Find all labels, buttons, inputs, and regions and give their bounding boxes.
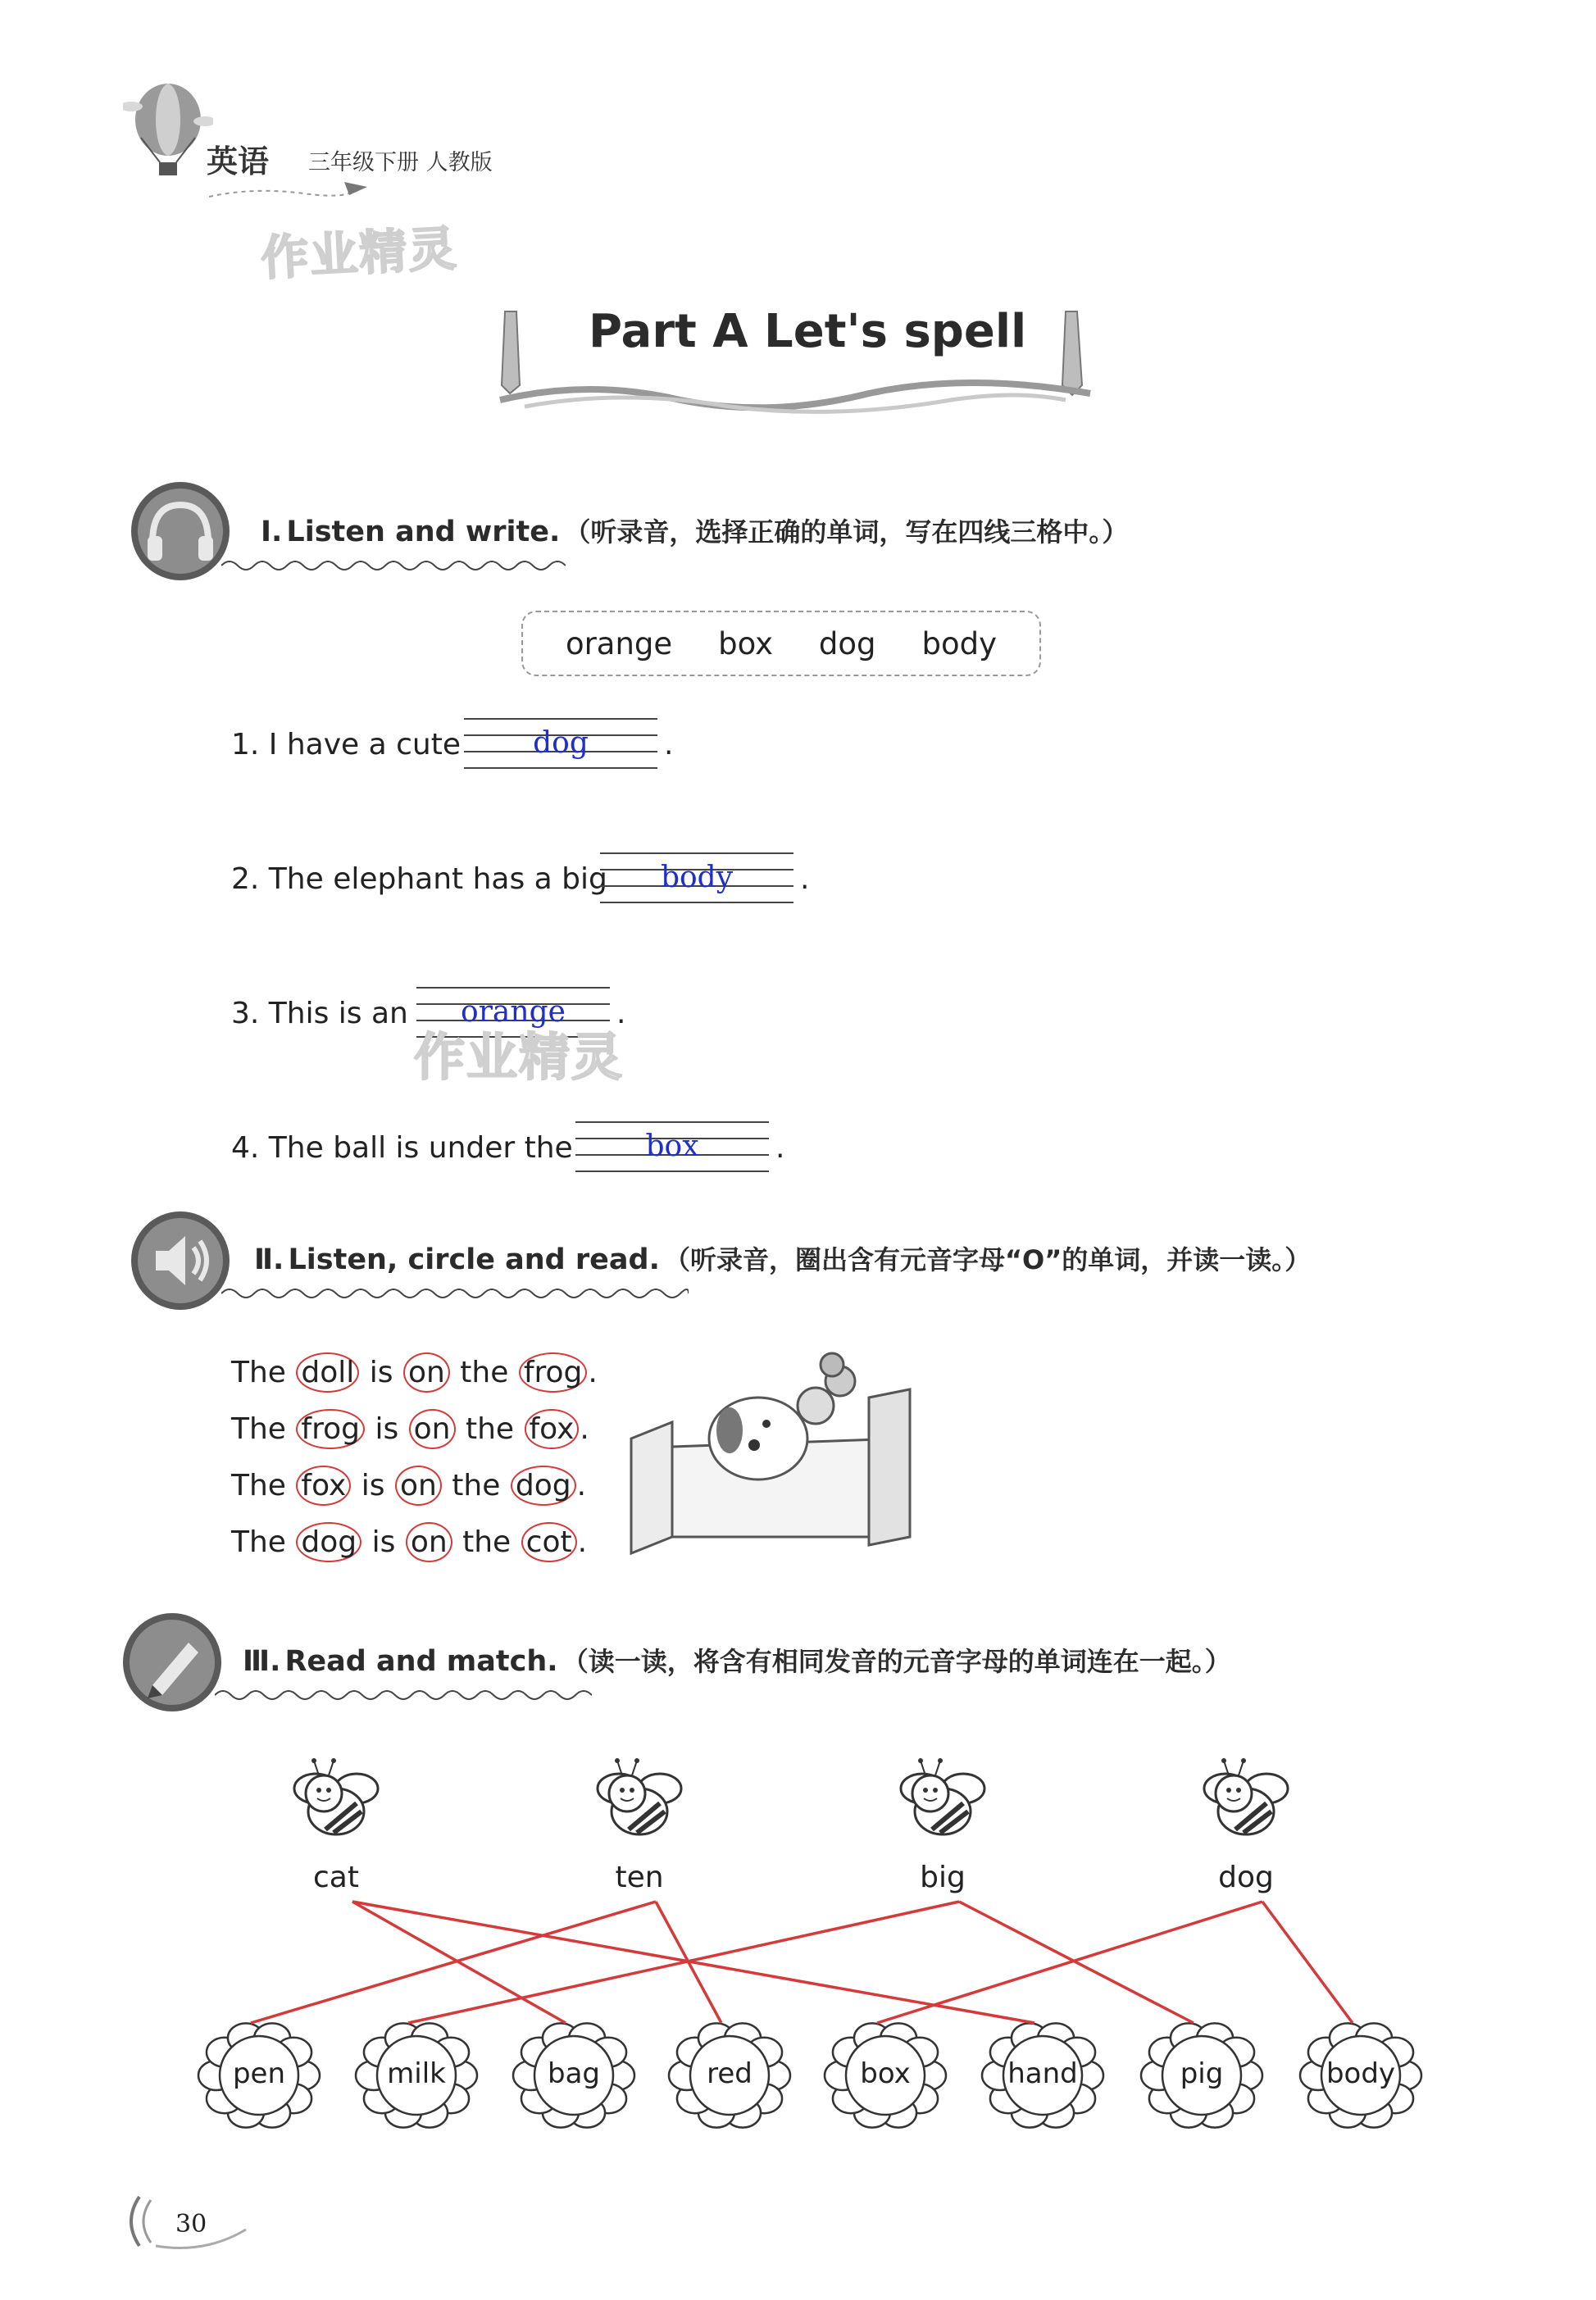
circled-word: frog — [296, 1409, 365, 1449]
match-line — [251, 1902, 656, 2023]
bee-icon — [1193, 1754, 1299, 1852]
question-4-text: 4. The ball is under the — [231, 1131, 573, 1165]
wavy-divider — [221, 1285, 689, 1302]
pencil-icon — [120, 1610, 225, 1715]
word-bank-item: dog — [818, 625, 876, 661]
dog-on-cot-illustration — [623, 1348, 918, 1578]
match-line — [877, 1902, 1262, 2023]
circled-word: on — [409, 1409, 456, 1449]
circled-word: fox — [296, 1466, 351, 1506]
question-2-text: 2. The elephant has a big — [231, 862, 607, 896]
flower-word[interactable]: body — [1325, 2057, 1396, 2090]
period: . — [775, 1131, 785, 1165]
section-1-number: Ⅰ. — [261, 516, 283, 548]
bee-icon — [586, 1754, 693, 1852]
wavy-divider — [221, 557, 566, 574]
flower-word[interactable]: bag — [548, 2057, 600, 2090]
flower-word[interactable]: hand — [1007, 2057, 1078, 2090]
word: . — [577, 1525, 588, 1559]
period: . — [664, 728, 674, 761]
word-bank-item: body — [921, 625, 997, 661]
circled-word: frog — [519, 1352, 588, 1393]
question-1-text: 1. I have a cute — [231, 728, 462, 761]
match-line — [656, 1902, 721, 2023]
section-3-title: Read and match. — [284, 1645, 558, 1678]
sentence-3 — [231, 1466, 598, 1506]
answer-lines-1 — [464, 718, 657, 770]
bee-word[interactable]: big — [920, 1861, 966, 1894]
word: the — [462, 1525, 512, 1559]
word: The — [231, 1356, 286, 1389]
bee-word[interactable]: dog — [1218, 1861, 1274, 1894]
circled-word: fox — [525, 1409, 580, 1449]
match-line — [1262, 1902, 1353, 2023]
sentence-1 — [231, 1352, 598, 1393]
section-3-number: Ⅲ. — [243, 1645, 281, 1678]
word: the — [452, 1469, 501, 1502]
section-2-instructions: （听录音，圈出含有元音字母“O”的单词，并读一读。） — [663, 1244, 1312, 1275]
section-2-number: Ⅱ. — [254, 1243, 284, 1276]
word-bank-item: box — [718, 625, 773, 661]
word: . — [580, 1412, 589, 1446]
match-line — [959, 1902, 1194, 2023]
answer-4: box — [645, 1130, 699, 1163]
paper-plane-trail-icon — [205, 179, 369, 203]
flower-word[interactable]: box — [860, 2057, 911, 2090]
section-1-title: Listen and write. — [286, 516, 561, 548]
flower-word[interactable]: pig — [1180, 2057, 1224, 2090]
circled-word: on — [406, 1522, 452, 1562]
word: the — [460, 1356, 509, 1389]
answer-3: orange — [461, 995, 566, 1029]
period: . — [616, 997, 626, 1030]
answer-lines-2 — [600, 852, 793, 905]
edition-label: 三年级下册 人教版 — [308, 150, 493, 175]
section-2-title: Listen, circle and read. — [288, 1243, 660, 1276]
word: . — [576, 1469, 587, 1502]
word: is — [369, 1356, 393, 1389]
answer-1: dog — [533, 726, 589, 760]
word-bank — [521, 611, 1041, 676]
watermark: 作业精灵 — [259, 220, 459, 287]
answer-lines-4 — [575, 1121, 769, 1174]
wavy-divider — [215, 1687, 592, 1703]
period: . — [800, 862, 810, 896]
word: . — [588, 1356, 598, 1389]
section-3-instructions: （读一读，将含有相同发音的元音字母的单词连在一起。） — [562, 1646, 1231, 1677]
watermark: 作业精灵 — [414, 1027, 625, 1087]
circled-word: doll — [296, 1352, 359, 1393]
bee-icon — [283, 1754, 389, 1852]
word: is — [371, 1525, 396, 1559]
bee-word[interactable]: ten — [615, 1861, 664, 1894]
page-title: Part A Let's spell — [589, 305, 1027, 358]
word: the — [465, 1412, 515, 1446]
answer-2: body — [660, 861, 734, 894]
headphones-icon — [128, 479, 233, 584]
circle-sentences — [231, 1352, 598, 1562]
bee-word[interactable]: cat — [313, 1861, 359, 1894]
circled-word: dog — [511, 1466, 576, 1506]
word: The — [231, 1525, 286, 1559]
question-3-text: 3. This is an — [231, 997, 408, 1030]
bee-icon — [889, 1754, 996, 1852]
match-line — [352, 1902, 566, 2023]
speaker-icon — [128, 1208, 233, 1313]
section-1-instructions: （听录音，选择正确的单词，写在四线三格中。） — [564, 516, 1129, 548]
subject-label: 英语 — [207, 143, 270, 180]
sentence-2 — [231, 1409, 598, 1449]
word: The — [231, 1412, 286, 1446]
flower-word[interactable]: milk — [387, 2057, 446, 2090]
balloon-logo-icon — [123, 80, 213, 187]
circled-word: on — [395, 1466, 442, 1506]
word: is — [361, 1469, 385, 1502]
circled-word: on — [403, 1352, 450, 1393]
word: The — [231, 1469, 286, 1502]
page-number: 30 — [175, 2210, 207, 2239]
circled-word: dog — [296, 1522, 361, 1562]
match-line — [352, 1902, 1034, 2023]
sentence-4 — [231, 1522, 598, 1562]
match-line — [408, 1902, 959, 2023]
word: is — [375, 1412, 399, 1446]
circled-word: cot — [521, 1522, 577, 1562]
word-bank-item: orange — [565, 625, 673, 661]
flower-word[interactable]: pen — [232, 2057, 286, 2090]
flower-word[interactable]: red — [707, 2057, 753, 2090]
